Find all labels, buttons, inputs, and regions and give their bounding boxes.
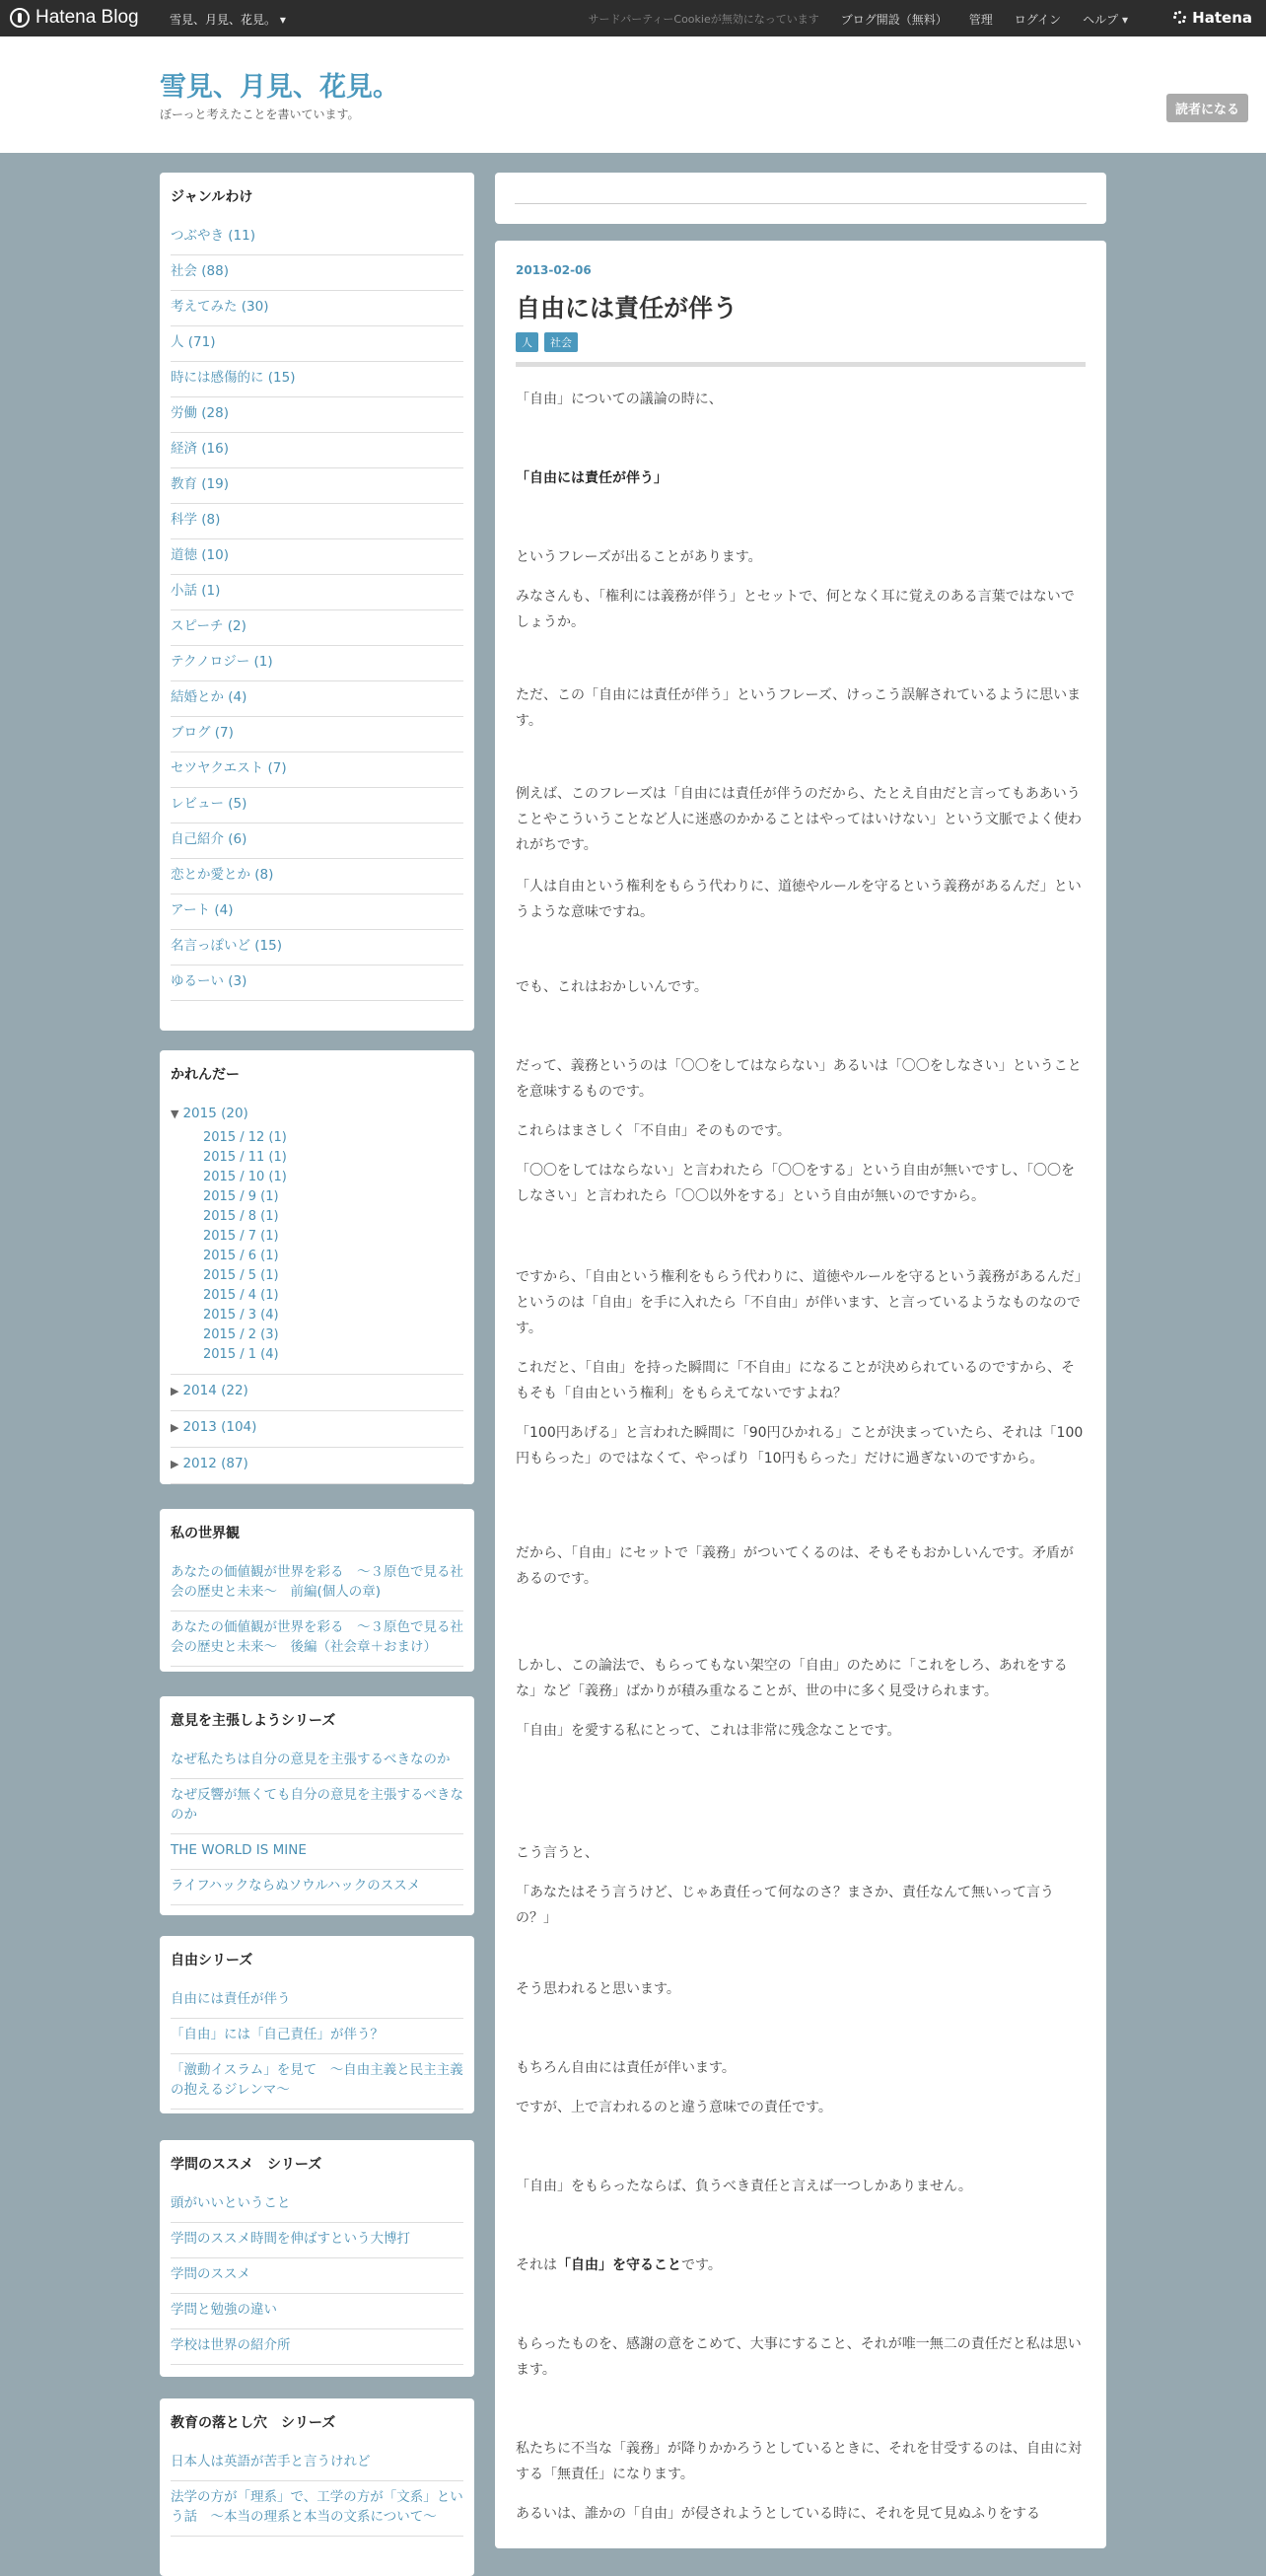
module-heading: 私の世界観 — [171, 1526, 240, 1541]
sidebar-link-item[interactable] — [171, 2054, 463, 2110]
archive-month[interactable] — [203, 1286, 463, 1306]
archive-month-link[interactable]: 2015 / 9 (1) — [203, 1189, 279, 1204]
genre-item-link[interactable]: ゆるーい (3) — [171, 973, 247, 989]
paragraph — [516, 2253, 1086, 2278]
hatena-menu-button[interactable] — [1173, 9, 1252, 27]
archive-month-link[interactable]: 2015 / 6 (1) — [203, 1249, 279, 1263]
archive-month-list — [171, 1128, 463, 1365]
sidebar-link-item[interactable] — [171, 2258, 463, 2294]
genre-item-link[interactable]: 経済 (16) — [171, 441, 230, 457]
genre-item-link[interactable]: 社会 (88) — [171, 263, 230, 279]
paragraph: というフレーズが出ることがあります。 — [516, 549, 762, 565]
global-header-bar — [0, 0, 1266, 36]
archive-year-2012[interactable] — [171, 1448, 463, 1484]
genre-item-link[interactable]: セツヤクエスト (7) — [171, 760, 287, 776]
sidebar-link-item-link[interactable]: THE WORLD IS MINE — [171, 1842, 307, 1858]
triangle-down-icon[interactable]: ▼ — [171, 1108, 179, 1120]
sidebar-link-item[interactable] — [171, 2294, 463, 2329]
genre-item[interactable] — [171, 752, 463, 788]
genre-item[interactable] — [171, 610, 463, 646]
genre-item[interactable] — [171, 468, 463, 504]
entry-title[interactable]: 自由には責任が伴う — [516, 294, 738, 322]
paragraph: 私たちに不当な「義務」が降りかかろうとしているときに、それを甘受するのは、自由に対する「無責任」になります。 — [516, 2441, 1082, 2482]
entry-categories — [516, 332, 578, 352]
genre-item-link[interactable]: 時には感傷的に (15) — [171, 370, 296, 386]
archive-month-link[interactable]: 2015 / 2 (3) — [203, 1327, 279, 1342]
genre-item-link[interactable]: 結婚とか (4) — [171, 689, 247, 705]
login-link[interactable]: ログイン — [1014, 13, 1062, 27]
paragraph: 「人は自由という権利をもらう代わりに、道徳やルールを守るという義務があるんだ」というような意味ですね。 — [516, 879, 1082, 920]
module-heading: かれんだー — [171, 1067, 240, 1083]
worldview-list — [171, 1556, 463, 1667]
archive-month-link[interactable]: 2015 / 3 (4) — [203, 1308, 279, 1323]
sidebar-link-item[interactable] — [171, 1834, 463, 1870]
genre-item-link[interactable]: 科学 (8) — [171, 512, 221, 528]
genre-item[interactable] — [171, 362, 463, 397]
paragraph: しかし、この論法で、もらってもない架空の「自由」のために「これをしろ、あれをするな」など「義務」ばかりが積み重なることが、世の中に多く見受けられます。 — [516, 1658, 1068, 1699]
genre-item-link[interactable]: スピーチ (2) — [171, 618, 246, 634]
genre-item-link[interactable]: 教育 (19) — [171, 476, 230, 492]
paragraph: もらったものを、感謝の意をこめて、大事にすること、それが唯一無二の責任だと私は思います。 — [516, 2336, 1082, 2378]
sidebar-link-item[interactable] — [171, 1611, 463, 1667]
module-heading: ジャンルわけ — [171, 189, 253, 205]
archive-month[interactable] — [203, 1187, 463, 1207]
module-study-series — [160, 2140, 474, 2377]
archive-month-link[interactable]: 2015 / 11 (1) — [203, 1150, 287, 1165]
education-list — [171, 2446, 463, 2537]
genre-item[interactable] — [171, 681, 463, 717]
paragraph: みなさんも、「権利には義務が伴う」とセットで、何となく耳に覚えのある言葉ではないでしょうか。 — [516, 589, 1075, 630]
main-top-box — [495, 173, 1106, 224]
sidebar-link-item-link[interactable]: なぜ私たちは自分の意見を主張するべきなのか — [171, 1752, 451, 1767]
category-tag[interactable]: 人 — [516, 332, 538, 352]
paragraph: だって、義務というのは「〇〇をしてはならない」あるいは「〇〇をしなさい」ということを意味するものです。 — [516, 1058, 1082, 1100]
archive-year-2015[interactable] — [171, 1098, 463, 1375]
triangle-right-icon[interactable]: ▶ — [171, 1385, 179, 1397]
sidebar-link-item-link[interactable]: ライフハックならぬソウルハックのススメ — [171, 1878, 421, 1894]
sidebar-link-item-link[interactable]: 「激動イスラム」を見て ～自由主義と民主主義の抱えるジレンマ～ — [171, 2062, 463, 2098]
hatena-blog-logo-icon — [10, 8, 30, 28]
hatena-dots-icon — [1173, 11, 1187, 25]
paragraph: 「自由」を愛する私にとって、これは非常に残念なことです。 — [516, 1723, 901, 1739]
genre-item[interactable] — [171, 930, 463, 966]
paragraph: 「あなたはそう言うけど、じゃあ責任って何なのさ？まさか、責任なんて無いって言うの？」 — [516, 1885, 1054, 1926]
genre-item[interactable] — [171, 823, 463, 859]
genre-item[interactable] — [171, 859, 463, 894]
genre-item-link[interactable]: 人 (71) — [171, 334, 216, 350]
paragraph: 「100円あげる」と言われた瞬間に「90円ひかれる」ことが決まっていたら、それは「100円もらった」のではなくて、やっぱり「10円もらった」だけに過ぎないのですから。 — [516, 1425, 1084, 1467]
module-heading: 教育の落とし穴 シリーズ — [171, 2415, 336, 2431]
sidebar-link-item[interactable] — [171, 1870, 463, 1905]
paragraph: もちろん自由には責任が伴います。 — [516, 2060, 736, 2076]
bold-phrase: 「自由」を守ること — [557, 2257, 681, 2273]
triangle-right-icon[interactable]: ▶ — [171, 1421, 179, 1434]
blog-description: ぼーっと考えたことを書いています。 — [160, 107, 360, 121]
module-genres — [160, 173, 474, 1031]
hatena-label: Hatena — [1192, 9, 1252, 27]
genre-item-link[interactable]: 自己紹介 (6) — [171, 831, 247, 847]
opinion-list — [171, 1744, 463, 1905]
genre-item[interactable] — [171, 966, 463, 1001]
sidebar-link-item[interactable] — [171, 2446, 463, 2481]
sidebar-link-item[interactable] — [171, 2019, 463, 2054]
archive-month-link[interactable]: 2015 / 7 (1) — [203, 1229, 279, 1244]
archive-month-link[interactable]: 2015 / 4 (1) — [203, 1288, 279, 1303]
paragraph: ですが、上で言われるのと違う意味での責任です。 — [516, 2100, 832, 2115]
archive-year-2013[interactable] — [171, 1411, 463, 1448]
text: です。 — [681, 2257, 722, 2273]
archive-month[interactable] — [203, 1128, 463, 1148]
paragraph: ですから、「自由という権利をもらう代わりに、道徳やルールを守るという義務があるんだ」というのは「自由」を手に入れたら「不自由」が伴います、と言っているようなものなのです。 — [516, 1269, 1082, 1336]
sidebar-link-item[interactable] — [171, 1556, 463, 1611]
archive-month[interactable] — [203, 1168, 463, 1187]
archive-year-link[interactable]: 2013 (104) — [182, 1419, 257, 1435]
category-tag[interactable]: 社会 — [544, 332, 578, 352]
paragraph — [516, 465, 1086, 491]
genre-item[interactable] — [171, 326, 463, 362]
genre-item[interactable] — [171, 433, 463, 468]
archive-month-link[interactable]: 2015 / 5 (1) — [203, 1268, 279, 1283]
genre-item-link[interactable]: アート (4) — [171, 902, 234, 918]
sidebar-link-item-link[interactable]: 学問のススメ時間を伸ばすという大博打 — [171, 2231, 410, 2247]
sidebar-link-item[interactable] — [171, 1744, 463, 1779]
entry-title-underline — [516, 362, 1086, 367]
genre-item[interactable] — [171, 397, 463, 433]
open-blog-link[interactable]: ブログ開設（無料） — [840, 13, 948, 27]
module-freedom-series — [160, 1936, 474, 2113]
admin-link[interactable]: 管理 — [968, 13, 993, 27]
genre-item-link[interactable]: レビュー (5) — [171, 796, 247, 812]
blog-selector-dropdown[interactable]: 雪見、月見、花見。 ▾ — [170, 13, 286, 27]
genre-item-link[interactable]: テクノロジー (1) — [171, 654, 273, 670]
paragraph: こう言うと、 — [516, 1845, 598, 1861]
genre-list — [171, 220, 463, 1001]
sidebar-link-item-link[interactable]: 「自由」には「自己責任」が伴う？ — [171, 2027, 384, 2042]
genre-item[interactable] — [171, 255, 463, 291]
archive-year-link[interactable]: 2014 (22) — [182, 1383, 248, 1398]
hatena-blog-logo[interactable] — [10, 6, 139, 30]
triangle-right-icon[interactable]: ▶ — [171, 1458, 179, 1470]
sidebar-link-item-link[interactable]: なぜ反響が無くても自分の意見を主張するべきなのか — [171, 1787, 463, 1823]
global-nav — [588, 11, 1128, 28]
archive-month-link[interactable]: 2015 / 1 (4) — [203, 1347, 279, 1362]
genre-item-link[interactable]: 労働 (28) — [171, 405, 230, 421]
genre-item-link[interactable]: 小話 (1) — [171, 583, 221, 599]
paragraph: そう思われると思います。 — [516, 1981, 680, 1997]
sidebar-link-item-link[interactable]: 日本人は英語が苦手と言うけれど — [171, 2454, 371, 2469]
module-heading: 自由シリーズ — [171, 1953, 253, 1968]
sidebar-link-item[interactable] — [171, 2223, 463, 2258]
sidebar-link-item-link[interactable]: 学問のススメ — [171, 2266, 250, 2282]
genre-item[interactable] — [171, 717, 463, 752]
sidebar-link-item[interactable] — [171, 2187, 463, 2223]
genre-item-link[interactable]: 道徳 (10) — [171, 547, 230, 563]
paragraph: 「自由」をもらったならば、負うべき責任と言えば一つしかありません。 — [516, 2179, 972, 2194]
bold-phrase: 「自由には責任が伴う」 — [516, 470, 668, 486]
module-archive — [160, 1050, 474, 1484]
genre-item[interactable] — [171, 291, 463, 326]
archive-month-link[interactable]: 2015 / 8 (1) — [203, 1209, 279, 1224]
archive-month[interactable] — [203, 1227, 463, 1247]
module-heading: 意見を主張しようシリーズ — [171, 1713, 336, 1729]
genre-item[interactable] — [171, 646, 463, 681]
entry-date[interactable]: 2013-02-06 — [516, 263, 592, 277]
divider — [515, 203, 1087, 204]
module-opinion-series — [160, 1696, 474, 1915]
sidebar-link-item[interactable] — [171, 1983, 463, 2019]
genre-item-link[interactable]: 名言っぽいど (15) — [171, 938, 283, 954]
genre-item[interactable] — [171, 539, 463, 575]
archive-month[interactable] — [203, 1266, 463, 1286]
text: それは — [516, 2257, 557, 2273]
freedom-list — [171, 1983, 463, 2110]
archive-month-link[interactable]: 2015 / 12 (1) — [203, 1130, 287, 1145]
paragraph: 「自由」についての議論の時に、 — [516, 392, 723, 407]
genre-item-link[interactable]: ブログ (7) — [171, 725, 234, 741]
genre-item[interactable] — [171, 220, 463, 255]
paragraph: ただ、この「自由には責任が伴う」というフレーズ、けっこう誤解されているように思います。 — [516, 687, 1082, 729]
archive-month[interactable] — [203, 1325, 463, 1345]
module-heading: 学問のススメ シリーズ — [171, 2157, 322, 2173]
blog-title[interactable]: 雪見、月見、花見。 — [160, 72, 399, 103]
archive-month-link[interactable]: 2015 / 10 (1) — [203, 1170, 287, 1184]
sidebar-link-item-link[interactable]: あなたの価値観が世界を彩る ～３原色で見る社会の歴史と未来～ 前編(個人の章) — [171, 1564, 463, 1600]
archive-year-link[interactable]: 2015 (20) — [182, 1106, 248, 1121]
paragraph: 「〇〇をしてはならない」と言われたら「〇〇をする」という自由が無いですし、「〇〇をしなさい」と言われたら「〇〇以外をする」という自由が無いのですから。 — [516, 1163, 1075, 1204]
sidebar-link-item-link[interactable]: あなたの価値観が世界を彩る ～３原色で見る社会の歴史と未来～ 後編（社会章＋おまけ） — [171, 1619, 463, 1655]
study-list — [171, 2187, 463, 2365]
archive-month[interactable] — [203, 1306, 463, 1325]
genre-item[interactable] — [171, 504, 463, 539]
sidebar-link-item[interactable] — [171, 2481, 463, 2537]
archive-year-2014[interactable] — [171, 1375, 463, 1411]
entry-article — [495, 241, 1106, 2548]
paragraph: これだと、「自由」を持った瞬間に「不自由」になることが決められているのですから、そもそも「自由という権利」をもらえてないですよね？ — [516, 1360, 1075, 1401]
archive-month[interactable] — [203, 1148, 463, 1168]
sidebar-link-item-link[interactable]: 法学の方が「理系」で、工学の方が「文系」という話 ～本当の理系と本当の文系について～ — [171, 2489, 463, 2525]
logo-text: Hatena Blog — [35, 7, 139, 28]
genre-item[interactable] — [171, 788, 463, 823]
genre-item-link[interactable]: 考えてみた (30) — [171, 299, 269, 315]
paragraph: だから、「自由」にセットで「義務」がついてくるのは、そもそもおかしいんです。矛盾があるのです。 — [516, 1545, 1074, 1587]
sidebar-link-item-link[interactable]: 自由には責任が伴う — [171, 1991, 291, 2007]
paragraph: あるいは、誰かの「自由」が侵されようとしている時に、それを見て見ぬふりをする — [516, 2506, 1040, 2522]
sidebar-link-item[interactable] — [171, 1779, 463, 1834]
archive-month[interactable] — [203, 1345, 463, 1365]
cookie-notice-link[interactable]: サードパーティーCookieが無効になっています — [588, 13, 819, 26]
paragraph: 例えば、このフレーズは「自由には責任が伴うのだから、たとえ自由だと言ってもああいうことやこういうことなど人に迷惑のかかることはやってはいけない」という文脈でよく使われがちです。 — [516, 786, 1082, 853]
genre-item-link[interactable]: つぶやき (11) — [171, 228, 256, 244]
genre-item-link[interactable]: 恋とか愛とか (8) — [171, 867, 274, 883]
paragraph: これらはまさしく「不自由」そのものです。 — [516, 1123, 791, 1139]
genre-item[interactable] — [171, 894, 463, 930]
archive-month[interactable] — [203, 1247, 463, 1266]
archive-month[interactable] — [203, 1207, 463, 1227]
module-education-series — [160, 2398, 474, 2576]
genre-item[interactable] — [171, 575, 463, 610]
module-worldview — [160, 1509, 474, 1672]
paragraph: でも、これはおかしいんです。 — [516, 979, 708, 995]
subscribe-button[interactable]: 読者になる — [1166, 94, 1248, 122]
sidebar-link-item-link[interactable]: 学校は世界の紹介所 — [171, 2337, 291, 2353]
sidebar-link-item-link[interactable]: 頭がいいということ — [171, 2195, 291, 2211]
archive-year-link[interactable]: 2012 (87) — [182, 1456, 248, 1471]
help-menu[interactable]: ヘルプ ▾ — [1083, 13, 1128, 27]
sidebar-link-item-link[interactable]: 学問と勉強の違い — [171, 2302, 277, 2318]
sidebar-link-item[interactable] — [171, 2329, 463, 2365]
